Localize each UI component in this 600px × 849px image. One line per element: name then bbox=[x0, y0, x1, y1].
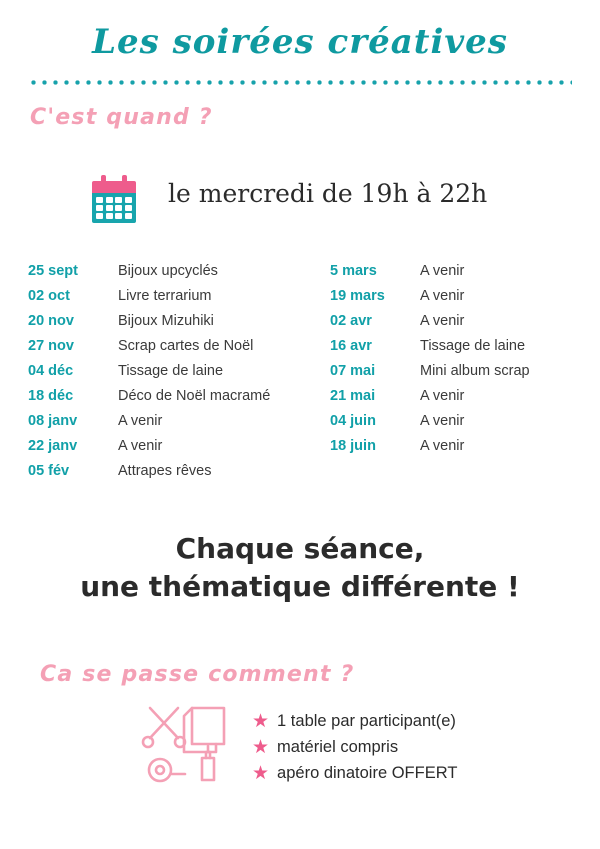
date-theme: Scrap cartes de Noël bbox=[118, 338, 254, 354]
date-theme: Bijoux Mizuhiki bbox=[118, 313, 214, 329]
date-theme: Livre terrarium bbox=[118, 288, 212, 304]
slogan-line-1: Chaque séance, bbox=[175, 532, 425, 565]
table-row bbox=[28, 338, 270, 363]
list-item bbox=[252, 734, 457, 760]
table-row bbox=[330, 388, 530, 413]
table-row bbox=[28, 413, 270, 438]
date-theme: A venir bbox=[420, 413, 465, 429]
star-icon: ★ bbox=[252, 762, 270, 784]
date-theme: A venir bbox=[420, 388, 465, 404]
date-label: 04 juin bbox=[330, 413, 376, 429]
date-theme: Tissage de laine bbox=[420, 338, 526, 354]
table-row bbox=[28, 438, 270, 463]
date-label: 5 mars bbox=[330, 263, 377, 279]
table-row bbox=[28, 363, 270, 388]
date-label: 08 janv bbox=[28, 413, 78, 429]
calendar-icon bbox=[88, 175, 140, 225]
date-theme: A venir bbox=[420, 313, 465, 329]
date-label: 18 juin bbox=[330, 438, 376, 454]
list-item-label: 1 table par participant(e) bbox=[277, 711, 456, 730]
table-row bbox=[28, 313, 270, 338]
slogan bbox=[0, 530, 600, 606]
slogan-line-2: une thématique différente ! bbox=[80, 569, 520, 603]
date-theme: Bijoux upcyclés bbox=[118, 263, 218, 279]
how-it-works-block bbox=[140, 700, 560, 810]
table-row bbox=[28, 463, 270, 488]
date-theme: A venir bbox=[420, 263, 465, 279]
list-item-label: matériel compris bbox=[277, 737, 399, 756]
date-label: 19 mars bbox=[330, 288, 385, 304]
list-item bbox=[252, 760, 457, 786]
schedule-text: le mercredi de 19h à 22h bbox=[168, 179, 488, 208]
date-theme: Attrapes rêves bbox=[118, 463, 212, 479]
date-label: 02 avr bbox=[330, 313, 372, 329]
dotted-divider bbox=[28, 80, 572, 85]
date-label: 16 avr bbox=[330, 338, 372, 354]
date-theme: A venir bbox=[118, 438, 163, 454]
date-theme: Tissage de laine bbox=[118, 363, 224, 379]
calendar-grid bbox=[92, 193, 136, 223]
date-label: 02 oct bbox=[28, 288, 70, 304]
date-theme: A venir bbox=[420, 288, 465, 304]
table-row bbox=[330, 263, 530, 288]
table-row bbox=[330, 288, 530, 313]
table-row bbox=[330, 338, 530, 363]
date-label: 18 déc bbox=[28, 388, 74, 404]
list-item bbox=[252, 708, 457, 734]
section-heading-when: C'est quand ? bbox=[30, 105, 213, 130]
schedule-row bbox=[88, 175, 528, 227]
date-label: 21 mai bbox=[330, 388, 376, 404]
table-row bbox=[28, 263, 270, 288]
table-row bbox=[28, 388, 270, 413]
date-label: 05 fév bbox=[28, 463, 70, 479]
table-row bbox=[330, 413, 530, 438]
date-theme: Déco de Noël macramé bbox=[118, 388, 271, 404]
list-item-label: apéro dinatoire OFFERT bbox=[277, 763, 458, 782]
scissors-and-craft-tools-icon bbox=[140, 700, 240, 790]
table-row bbox=[28, 288, 270, 313]
dates-column-right bbox=[330, 263, 530, 463]
date-label: 25 sept bbox=[28, 263, 78, 279]
section-heading-how: Ca se passe comment ? bbox=[40, 662, 355, 687]
date-label: 20 nov bbox=[28, 313, 74, 329]
table-row bbox=[330, 363, 530, 388]
dates-column-left bbox=[28, 263, 270, 488]
date-label: 04 déc bbox=[28, 363, 74, 379]
star-icon: ★ bbox=[252, 736, 270, 758]
table-row bbox=[330, 313, 530, 338]
page-title: Les soirées créatives bbox=[92, 22, 508, 62]
calendar-header-bar bbox=[92, 181, 136, 193]
date-label: 07 mai bbox=[330, 363, 376, 379]
bullet-list bbox=[252, 708, 457, 786]
date-theme: A venir bbox=[118, 413, 163, 429]
table-row bbox=[330, 438, 530, 463]
date-theme: Mini album scrap bbox=[420, 363, 530, 379]
date-theme: A venir bbox=[420, 438, 465, 454]
date-label: 27 nov bbox=[28, 338, 74, 354]
star-icon: ★ bbox=[252, 710, 270, 732]
date-label: 22 janv bbox=[28, 438, 78, 454]
